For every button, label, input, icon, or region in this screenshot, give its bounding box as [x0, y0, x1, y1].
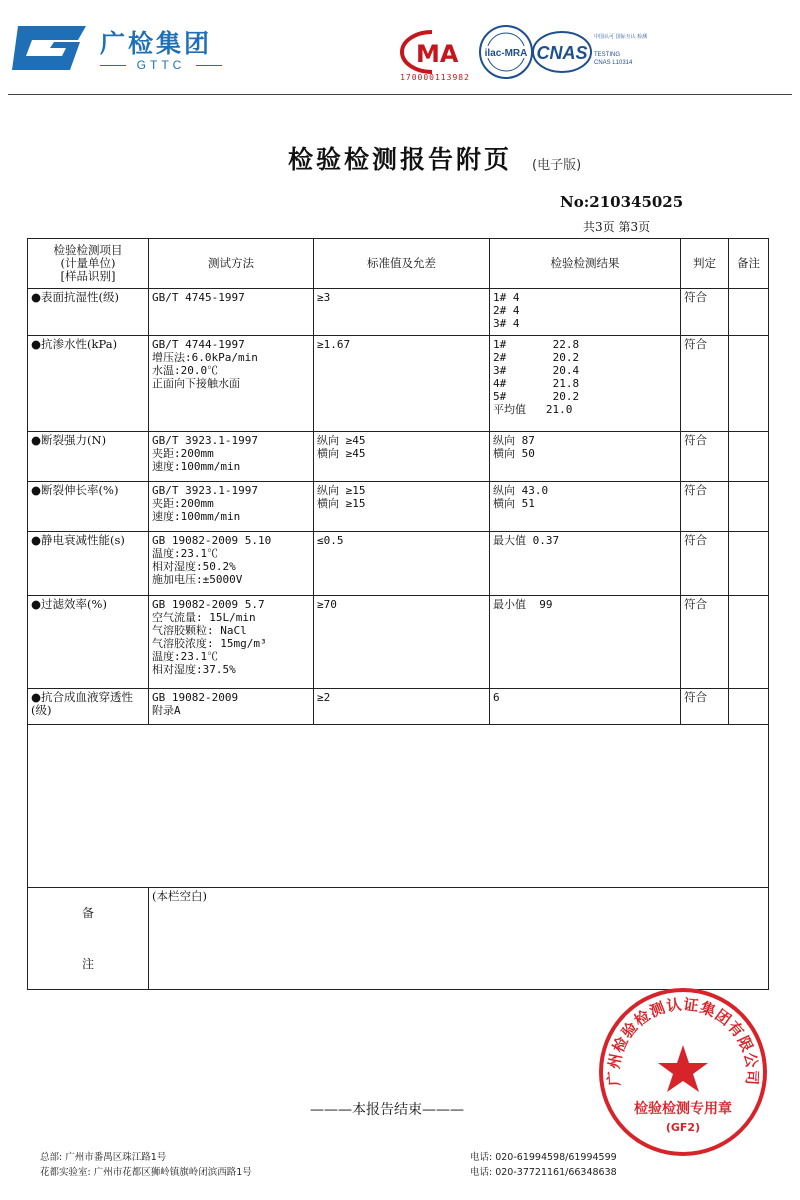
result-cell: 纵向 43.0 横向 51	[490, 482, 681, 532]
col-header-judgement: 判定	[681, 239, 729, 289]
header-divider	[8, 94, 792, 95]
page-title: 检验检测报告附页	[287, 145, 512, 174]
method-cell: GB/T 3923.1-1997 夹距:200mm 速度:100mm/min	[149, 482, 314, 532]
remarks-label-char-1: 备	[81, 905, 94, 920]
table-header-row	[28, 239, 769, 289]
official-seal-icon	[596, 985, 770, 1159]
table-row	[28, 689, 769, 725]
page-count: 共3页 第3页	[583, 220, 651, 234]
remarks-label-char-2: 注	[81, 956, 94, 971]
result-cell: 1# 4 2# 4 3# 4	[490, 289, 681, 336]
method-cell: GB/T 3923.1-1997 夹距:200mm 速度:100mm/min	[149, 432, 314, 482]
standard-cell: ≥1.67	[314, 336, 490, 432]
cnas-logo-cn: 中国认可 国际互认 检测	[594, 34, 648, 40]
cnas-logo-icon	[532, 26, 648, 80]
method-cell: GB/T 4745-1997	[149, 289, 314, 336]
item-cell: ●抗合成血液穿透性(级)	[28, 689, 149, 725]
footer-tel-1: 电话: 020-61994598/61994599	[470, 1152, 617, 1163]
method-cell: GB/T 4744-1997 增压法:6.0kPa/min 水温:20.0℃ 正面向下接触水面	[149, 336, 314, 432]
result-cell: 最小值 99	[490, 596, 681, 689]
method-cell: GB 19082-2009 附录A	[149, 689, 314, 725]
item-cell: ●断裂强力(N)	[28, 432, 149, 482]
result-cell: 纵向 87 横向 50	[490, 432, 681, 482]
method-cell: GB 19082-2009 5.7 空气流量: 15L/min 气溶胶颗粒: NaCl 气溶胶浓度: 15mg/m³ 温度:23.1℃ 相对湿度:37.5%	[149, 596, 314, 689]
judgement-cell: 符合	[681, 289, 729, 336]
table-row	[28, 289, 769, 336]
remark-cell	[729, 432, 769, 482]
cma-logo-text: MA	[416, 40, 459, 68]
judgement-cell: 符合	[681, 596, 729, 689]
col-header-method: 测试方法	[149, 239, 314, 289]
blank-area	[28, 725, 769, 888]
cma-number: 170000113982	[400, 73, 470, 82]
item-cell: ●表面抗湿性(级)	[28, 289, 149, 336]
cnas-logo-en: TESTING	[594, 52, 621, 58]
judgement-cell: 符合	[681, 532, 729, 596]
cnas-logo-text: CNAS	[536, 43, 588, 63]
gttc-logo-icon	[8, 22, 88, 74]
remark-cell	[729, 482, 769, 532]
standard-cell: 纵向 ≥15 横向 ≥15	[314, 482, 490, 532]
col-header-item: 检验检测项目 (计量单位) [样品识别]	[28, 239, 149, 289]
remark-cell	[729, 596, 769, 689]
remark-cell	[729, 689, 769, 725]
blank-area-row	[28, 725, 769, 888]
edition-label: (电子版)	[532, 158, 582, 173]
ilac-logo-icon	[478, 24, 534, 80]
report-number: No:210345025	[560, 193, 684, 211]
results-table	[27, 238, 769, 990]
standard-cell: 纵向 ≥45 横向 ≥45	[314, 432, 490, 482]
result-cell: 6	[490, 689, 681, 725]
standard-cell: ≥3	[314, 289, 490, 336]
remark-cell	[729, 289, 769, 336]
col-header-remark: 备注	[729, 239, 769, 289]
item-cell: ●静电衰减性能(s)	[28, 532, 149, 596]
remarks-label	[28, 888, 149, 990]
remarks-content: (本栏空白)	[149, 888, 769, 990]
table-row	[28, 596, 769, 689]
judgement-cell: 符合	[681, 689, 729, 725]
item-cell: ●抗渗水性(kPa)	[28, 336, 149, 432]
seal-center-text: 检验检测专用章	[634, 1101, 732, 1117]
item-cell: ●断裂伸长率(%)	[28, 482, 149, 532]
method-cell: GB 19082-2009 5.10 温度:23.1℃ 相对湿度:50.2% 施加电压:±5000V	[149, 532, 314, 596]
remark-cell	[729, 336, 769, 432]
footer-huadu-address: 花都实验室: 广州市花都区狮岭镇旗岭闭滨西路1号	[40, 1167, 252, 1178]
judgement-cell: 符合	[681, 482, 729, 532]
ilac-logo-text: ilac-MRA	[484, 48, 528, 59]
footer-hq-address: 总部: 广州市番禺区珠江路1号	[40, 1152, 167, 1163]
judgement-cell: 符合	[681, 432, 729, 482]
brand-name: 广检集团	[100, 29, 213, 58]
table-row	[28, 336, 769, 432]
judgement-cell: 符合	[681, 336, 729, 432]
result-cell: 最大值 0.37	[490, 532, 681, 596]
seal-ring-text: 广州检验检测认证集团有限公司	[604, 995, 762, 1087]
remarks-row	[28, 888, 769, 990]
brand-subtitle: GTTC	[100, 58, 222, 72]
table-row	[28, 532, 769, 596]
report-end-text: ———本报告结束———	[310, 1102, 464, 1118]
col-header-result: 检验检测结果	[490, 239, 681, 289]
item-cell: ●过滤效率(%)	[28, 596, 149, 689]
cnas-logo-code: CNAS L10314	[594, 60, 633, 66]
footer-tel-2: 电话: 020-37721161/66348638	[470, 1167, 617, 1178]
remark-cell	[729, 532, 769, 596]
table-row	[28, 432, 769, 482]
col-header-standard: 标准值及允差	[314, 239, 490, 289]
standard-cell: ≥2	[314, 689, 490, 725]
standard-cell: ≤0.5	[314, 532, 490, 596]
table-row	[28, 482, 769, 532]
standard-cell: ≥70	[314, 596, 490, 689]
result-cell: 1# 22.8 2# 20.2 3# 20.4 4# 21.8 5# 20.2 平均值 21.0	[490, 336, 681, 432]
seal-code-text: (GF2)	[665, 1121, 701, 1134]
